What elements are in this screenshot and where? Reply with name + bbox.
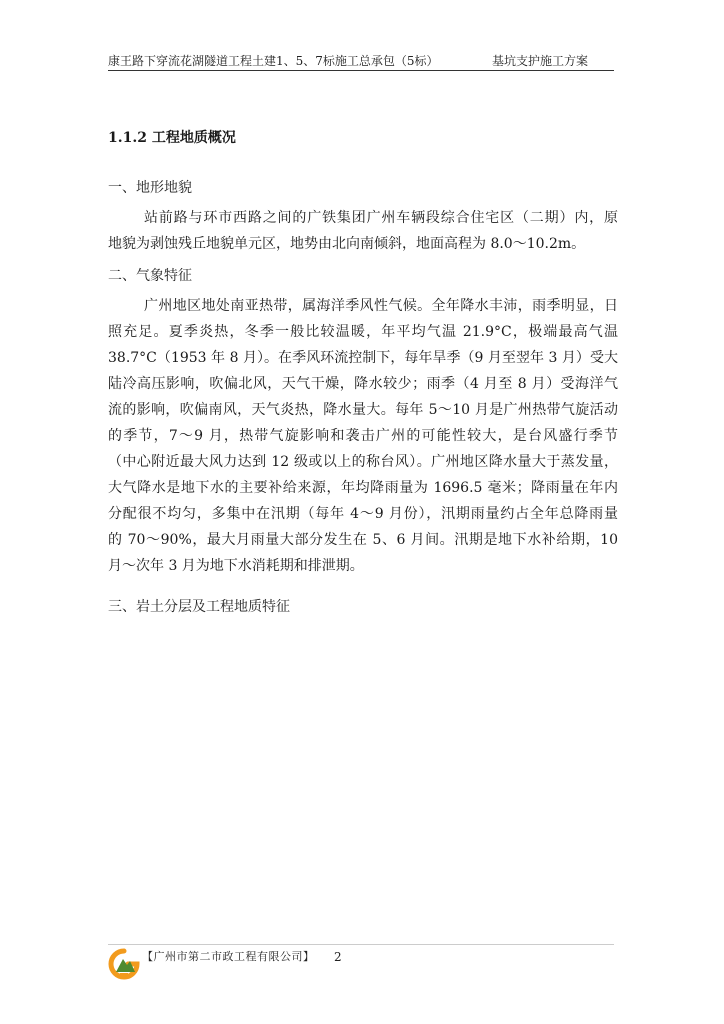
paragraph-line: 大气降水是地下水的主要补给来源，年均降雨量为 1696.5 毫米；降雨量在年内 [108, 480, 618, 496]
footer-divider [108, 944, 614, 945]
climate-paragraph [108, 293, 618, 579]
terrain-paragraph [108, 205, 618, 257]
paragraph-line: 照充足。夏季炎热，冬季一般比较温暖，年平均气温 21.9°C，极端最高气温 [108, 324, 618, 340]
terrain-heading: 一、地形地貌 [108, 180, 192, 196]
paragraph-line: 的 70～90%，最大月雨量大部分发生在 5、6 月间。汛期是地下水补给期，10 [108, 532, 618, 548]
paragraph-line: 站前路与环市西路之间的广铁集团广州车辆段综合住宅区（二期）内，原 [144, 210, 618, 226]
paragraph-line: 地貌为剥蚀残丘地貌单元区，地势由北向南倾斜，地面高程为 8.0～10.2m。 [108, 236, 586, 252]
paragraph-line: 广州地区地处南亚热带，属海洋季风性气候。全年降水丰沛，雨季明显，日 [144, 298, 618, 314]
page-number: 2 [334, 950, 342, 964]
paragraph-line: 分配很不均匀，多集中在汛期（每年 4～9 月份），汛期雨量约占全年总降雨量 [108, 506, 618, 522]
climate-heading: 二、气象特征 [108, 268, 192, 284]
page-header [108, 52, 614, 70]
paragraph-line: 的季节，7～9 月，热带气旋影响和袭击广州的可能性较大，是台风盛行季节 [108, 428, 618, 444]
section-title: 1.1.2 工程地质概况 [108, 130, 236, 146]
paragraph-line: （中心附近最大风力达到 12 级或以上的称台风）。广州地区降水量大于蒸发量， [108, 454, 618, 470]
paragraph-line: 流的影响，吹偏南风，天气炎热，降水量大。每年 5～10 月是广州热带气旋活动 [108, 402, 618, 418]
paragraph-line: 38.7°C（1953 年 8 月）。在季风环流控制下，每年旱季（9 月至翌年 3 月）受大 [108, 350, 618, 366]
footer-company-name: 【广州市第二市政工程有限公司】 [142, 950, 315, 963]
paragraph-line: 陆冷高压影响，吹偏北风，天气干燥，降水较少；雨季（4 月至 8 月）受海洋气 [108, 376, 618, 392]
company-logo-icon [106, 948, 142, 980]
strata-heading: 三、岩土分层及工程地质特征 [108, 599, 290, 615]
paragraph-line: 月～次年 3 月为地下水消耗期和排泄期。 [108, 558, 364, 574]
header-document-title: 基坑支护施工方案 [492, 54, 589, 68]
header-divider [108, 70, 614, 71]
header-project-title: 康王路下穿流花湖隧道工程土建1、5、7标施工总承包（5标） [108, 54, 439, 68]
